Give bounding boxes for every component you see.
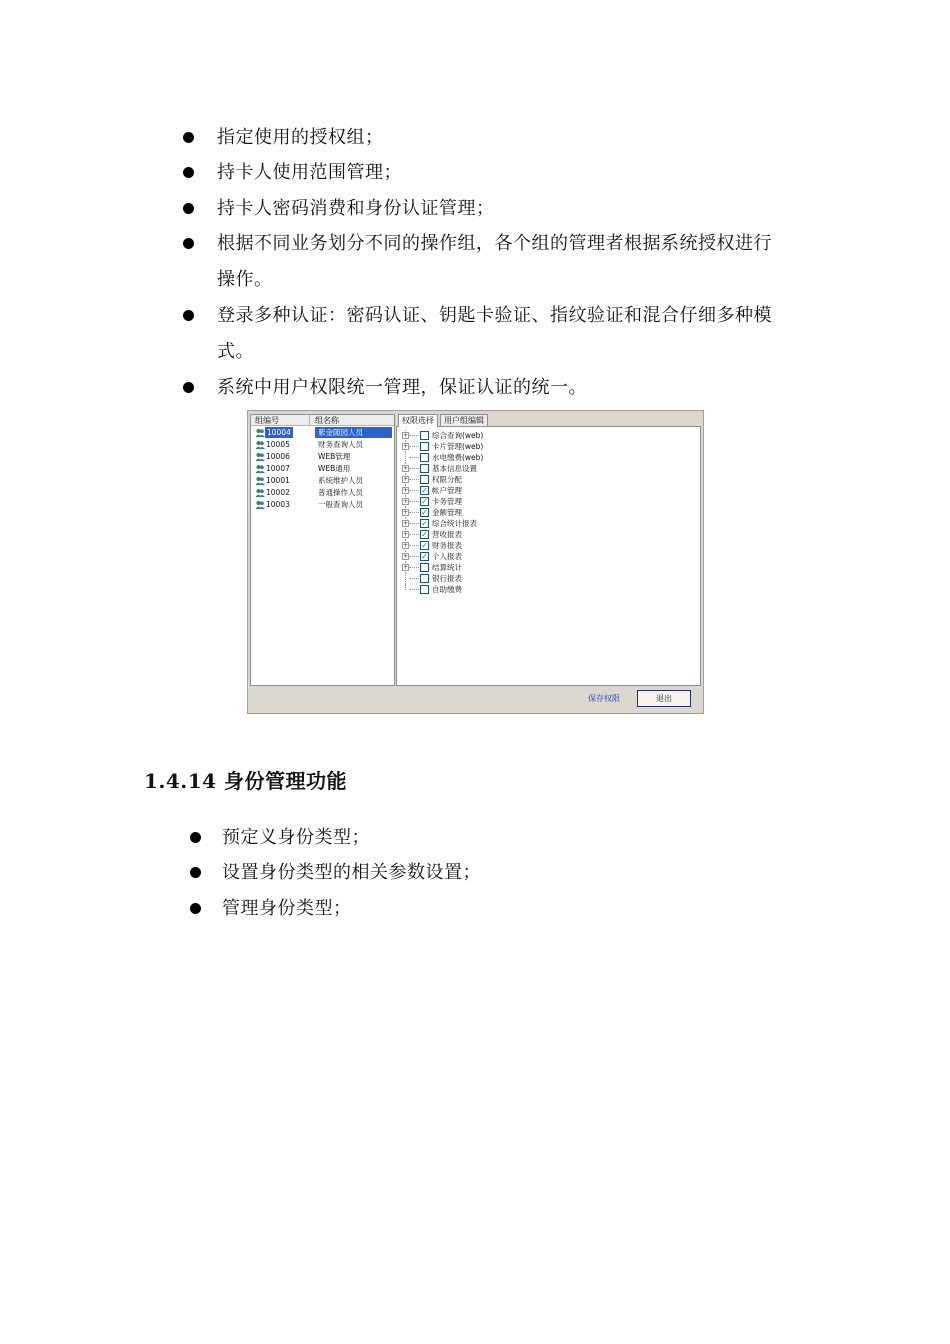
list-item-text: 管理身份类型； <box>222 898 352 919</box>
group-row[interactable] <box>251 427 394 438</box>
permission-checkbox[interactable]: ✓ <box>421 519 428 528</box>
permission-checkbox[interactable]: ✓ <box>421 486 428 495</box>
bullet-icon <box>190 903 201 914</box>
user-group-icon <box>255 440 265 449</box>
tree-connector <box>409 523 419 524</box>
list-item-text: 系统中用户权限统一管理，保证认证的统一。 <box>217 377 587 398</box>
bullet-icon <box>190 867 201 878</box>
tree-node-label: 银行报表 <box>432 574 462 583</box>
list-item <box>183 302 772 330</box>
tree-node-label: 个人报表 <box>432 552 462 561</box>
list-item <box>183 230 772 258</box>
tree-node[interactable] <box>397 584 697 595</box>
tree-connector <box>409 468 419 469</box>
group-code: 10001 <box>266 476 290 485</box>
tree-connector <box>409 556 419 557</box>
tree-node[interactable] <box>397 573 697 584</box>
expand-icon[interactable]: + <box>403 443 409 450</box>
list-item <box>190 859 481 887</box>
list-item-text: 持卡人密码消费和身份认证管理； <box>217 198 495 219</box>
expand-icon[interactable]: + <box>403 432 409 439</box>
user-group-icon <box>255 464 265 473</box>
tree-connector <box>409 578 419 579</box>
group-row[interactable] <box>251 451 394 462</box>
permission-checkbox[interactable] <box>420 464 429 473</box>
group-name: 财务查询人员 <box>318 440 363 449</box>
tree-node-label: 水电缴费(web) <box>432 453 484 462</box>
list-item-continuation <box>217 266 273 294</box>
expand-icon[interactable]: + <box>403 531 409 538</box>
tree-node-label: 帐户管理 <box>432 486 462 495</box>
permission-checkbox[interactable] <box>420 442 429 451</box>
bullet-icon <box>183 203 194 214</box>
user-group-icon <box>255 452 265 461</box>
bullet-icon <box>183 382 194 393</box>
tree-connector <box>409 545 419 546</box>
bullet-icon <box>183 238 194 249</box>
bullet-icon <box>183 167 194 178</box>
group-name: WEB管理 <box>318 452 351 461</box>
list-item-text: 预定义身份类型； <box>222 827 370 848</box>
expand-icon[interactable]: + <box>403 564 409 571</box>
tree-node[interactable] <box>397 485 697 496</box>
tree-node-label: 卡务管理 <box>432 497 462 506</box>
group-list-header <box>251 415 394 426</box>
group-code: 10004 <box>267 428 291 437</box>
tree-connector <box>409 446 419 447</box>
tree-connector <box>409 512 419 513</box>
tree-connector <box>409 501 419 502</box>
user-group-icon <box>255 500 265 509</box>
tree-node-label: 自助缴费 <box>432 585 462 594</box>
expand-icon[interactable]: + <box>403 509 409 516</box>
section-heading: 1.4.14 身份管理功能 <box>144 769 348 793</box>
tree-node-label: 基本信息设置 <box>432 464 477 473</box>
permission-checkbox[interactable]: ✓ <box>421 541 428 550</box>
tree-node-label: 财务报表 <box>432 541 462 550</box>
group-code: 10002 <box>266 488 290 497</box>
tree-node[interactable] <box>397 562 697 573</box>
group-row[interactable] <box>251 463 394 474</box>
permission-checkbox[interactable]: ✓ <box>421 497 428 506</box>
tree-node[interactable] <box>397 551 697 562</box>
tree-node[interactable] <box>397 529 697 540</box>
list-item <box>183 374 587 402</box>
column-divider <box>309 415 310 426</box>
group-code: 10003 <box>266 500 290 509</box>
column-header-group-name[interactable]: 组名称 <box>315 416 339 425</box>
tree-node[interactable] <box>397 452 697 463</box>
tree-connector <box>409 534 419 535</box>
group-code: 10007 <box>266 464 290 473</box>
bullet-icon <box>190 832 201 843</box>
expand-icon[interactable]: + <box>403 520 409 527</box>
group-code: 10005 <box>266 440 290 449</box>
tree-node[interactable] <box>397 441 697 452</box>
tree-node-label: 营收报表 <box>432 530 462 539</box>
tree-connector <box>409 435 419 436</box>
tree-node-label: 金额管理 <box>432 508 462 517</box>
list-item-text: 根据不同业务划分不同的操作组，各个组的管理者根据系统授权进行 <box>217 233 772 254</box>
tree-connector <box>409 589 419 590</box>
permission-window <box>247 410 704 714</box>
tree-connector <box>405 452 406 463</box>
expand-icon[interactable]: + <box>403 476 409 483</box>
permission-checkbox[interactable] <box>420 453 429 462</box>
list-item-text: 式。 <box>217 341 254 362</box>
tree-node-label: 综合统计报表 <box>432 519 477 528</box>
tree-connector <box>405 584 406 590</box>
tree-node-label: 综合查询(web) <box>432 431 484 440</box>
expand-icon[interactable]: + <box>403 465 409 472</box>
group-name: 一般查询人员 <box>318 500 363 509</box>
tree-node[interactable] <box>397 507 697 518</box>
save-permission-button[interactable]: 保存权限 <box>580 690 628 707</box>
tree-node[interactable] <box>397 463 697 474</box>
group-row[interactable] <box>251 487 394 498</box>
permission-checkbox[interactable] <box>420 431 429 440</box>
exit-button[interactable]: 退出 <box>637 690 691 707</box>
expand-icon[interactable]: + <box>403 498 409 505</box>
tree-node[interactable] <box>397 496 697 507</box>
expand-icon[interactable]: + <box>403 487 409 494</box>
list-item-continuation <box>217 338 254 366</box>
list-item <box>190 824 370 852</box>
user-group-icon <box>255 488 265 497</box>
tab-permission-select[interactable]: 权限选择 <box>398 414 438 427</box>
group-list-panel <box>250 414 395 686</box>
bullet-icon <box>183 132 194 143</box>
tree-node-label: 权限分配 <box>432 475 462 484</box>
list-item <box>183 124 384 152</box>
permission-checkbox[interactable] <box>420 563 429 572</box>
list-item <box>183 195 495 223</box>
group-code: 10006 <box>266 452 290 461</box>
permission-checkbox[interactable] <box>420 585 429 594</box>
expand-icon[interactable]: + <box>403 542 409 549</box>
list-item-text: 操作。 <box>217 269 273 290</box>
tree-node[interactable] <box>397 540 697 551</box>
list-item-text: 指定使用的授权组； <box>217 127 384 148</box>
user-group-icon <box>255 476 265 485</box>
list-item-text: 登录多种认证：密码认证、钥匙卡验证、指纹验证和混合仔细多种模 <box>217 305 772 326</box>
list-item-text: 设置身份类型的相关参数设置； <box>222 862 481 883</box>
group-name: WEB通用 <box>318 464 351 473</box>
expand-icon[interactable]: + <box>403 553 409 560</box>
permission-checkbox[interactable]: ✓ <box>421 530 428 539</box>
tree-node[interactable] <box>397 430 697 441</box>
permission-tree <box>396 426 701 686</box>
tree-connector <box>409 479 419 480</box>
permission-checkbox[interactable]: ✓ <box>421 508 428 517</box>
tree-connector <box>409 567 419 568</box>
tab-panel <box>396 414 701 686</box>
group-name: 紫金随园人员 <box>315 427 392 438</box>
user-group-icon <box>255 428 265 437</box>
group-name: 系统维护人员 <box>318 476 363 485</box>
tree-node-label: 结算统计 <box>432 563 462 572</box>
permission-checkbox[interactable]: ✓ <box>421 552 428 561</box>
permission-checkbox[interactable] <box>420 475 429 484</box>
group-row[interactable] <box>251 499 394 510</box>
list-item <box>183 159 402 187</box>
list-item-text: 持卡人使用范围管理； <box>217 162 402 183</box>
tree-node-label: 卡片管理(web) <box>432 442 484 451</box>
list-item <box>190 895 352 923</box>
group-name: 普通操作人员 <box>318 488 363 497</box>
tree-connector <box>409 457 419 458</box>
group-row[interactable] <box>251 475 394 486</box>
tree-node[interactable] <box>397 518 697 529</box>
tree-connector <box>409 490 419 491</box>
tree-connector <box>405 573 406 584</box>
column-header-group-code[interactable]: 组编号 <box>255 416 279 425</box>
bullet-icon <box>183 310 194 321</box>
group-row[interactable] <box>251 439 394 450</box>
permission-checkbox[interactable] <box>420 574 429 583</box>
tab-user-group-edit[interactable]: 用户组编辑 <box>440 414 488 426</box>
tree-node[interactable] <box>397 474 697 485</box>
